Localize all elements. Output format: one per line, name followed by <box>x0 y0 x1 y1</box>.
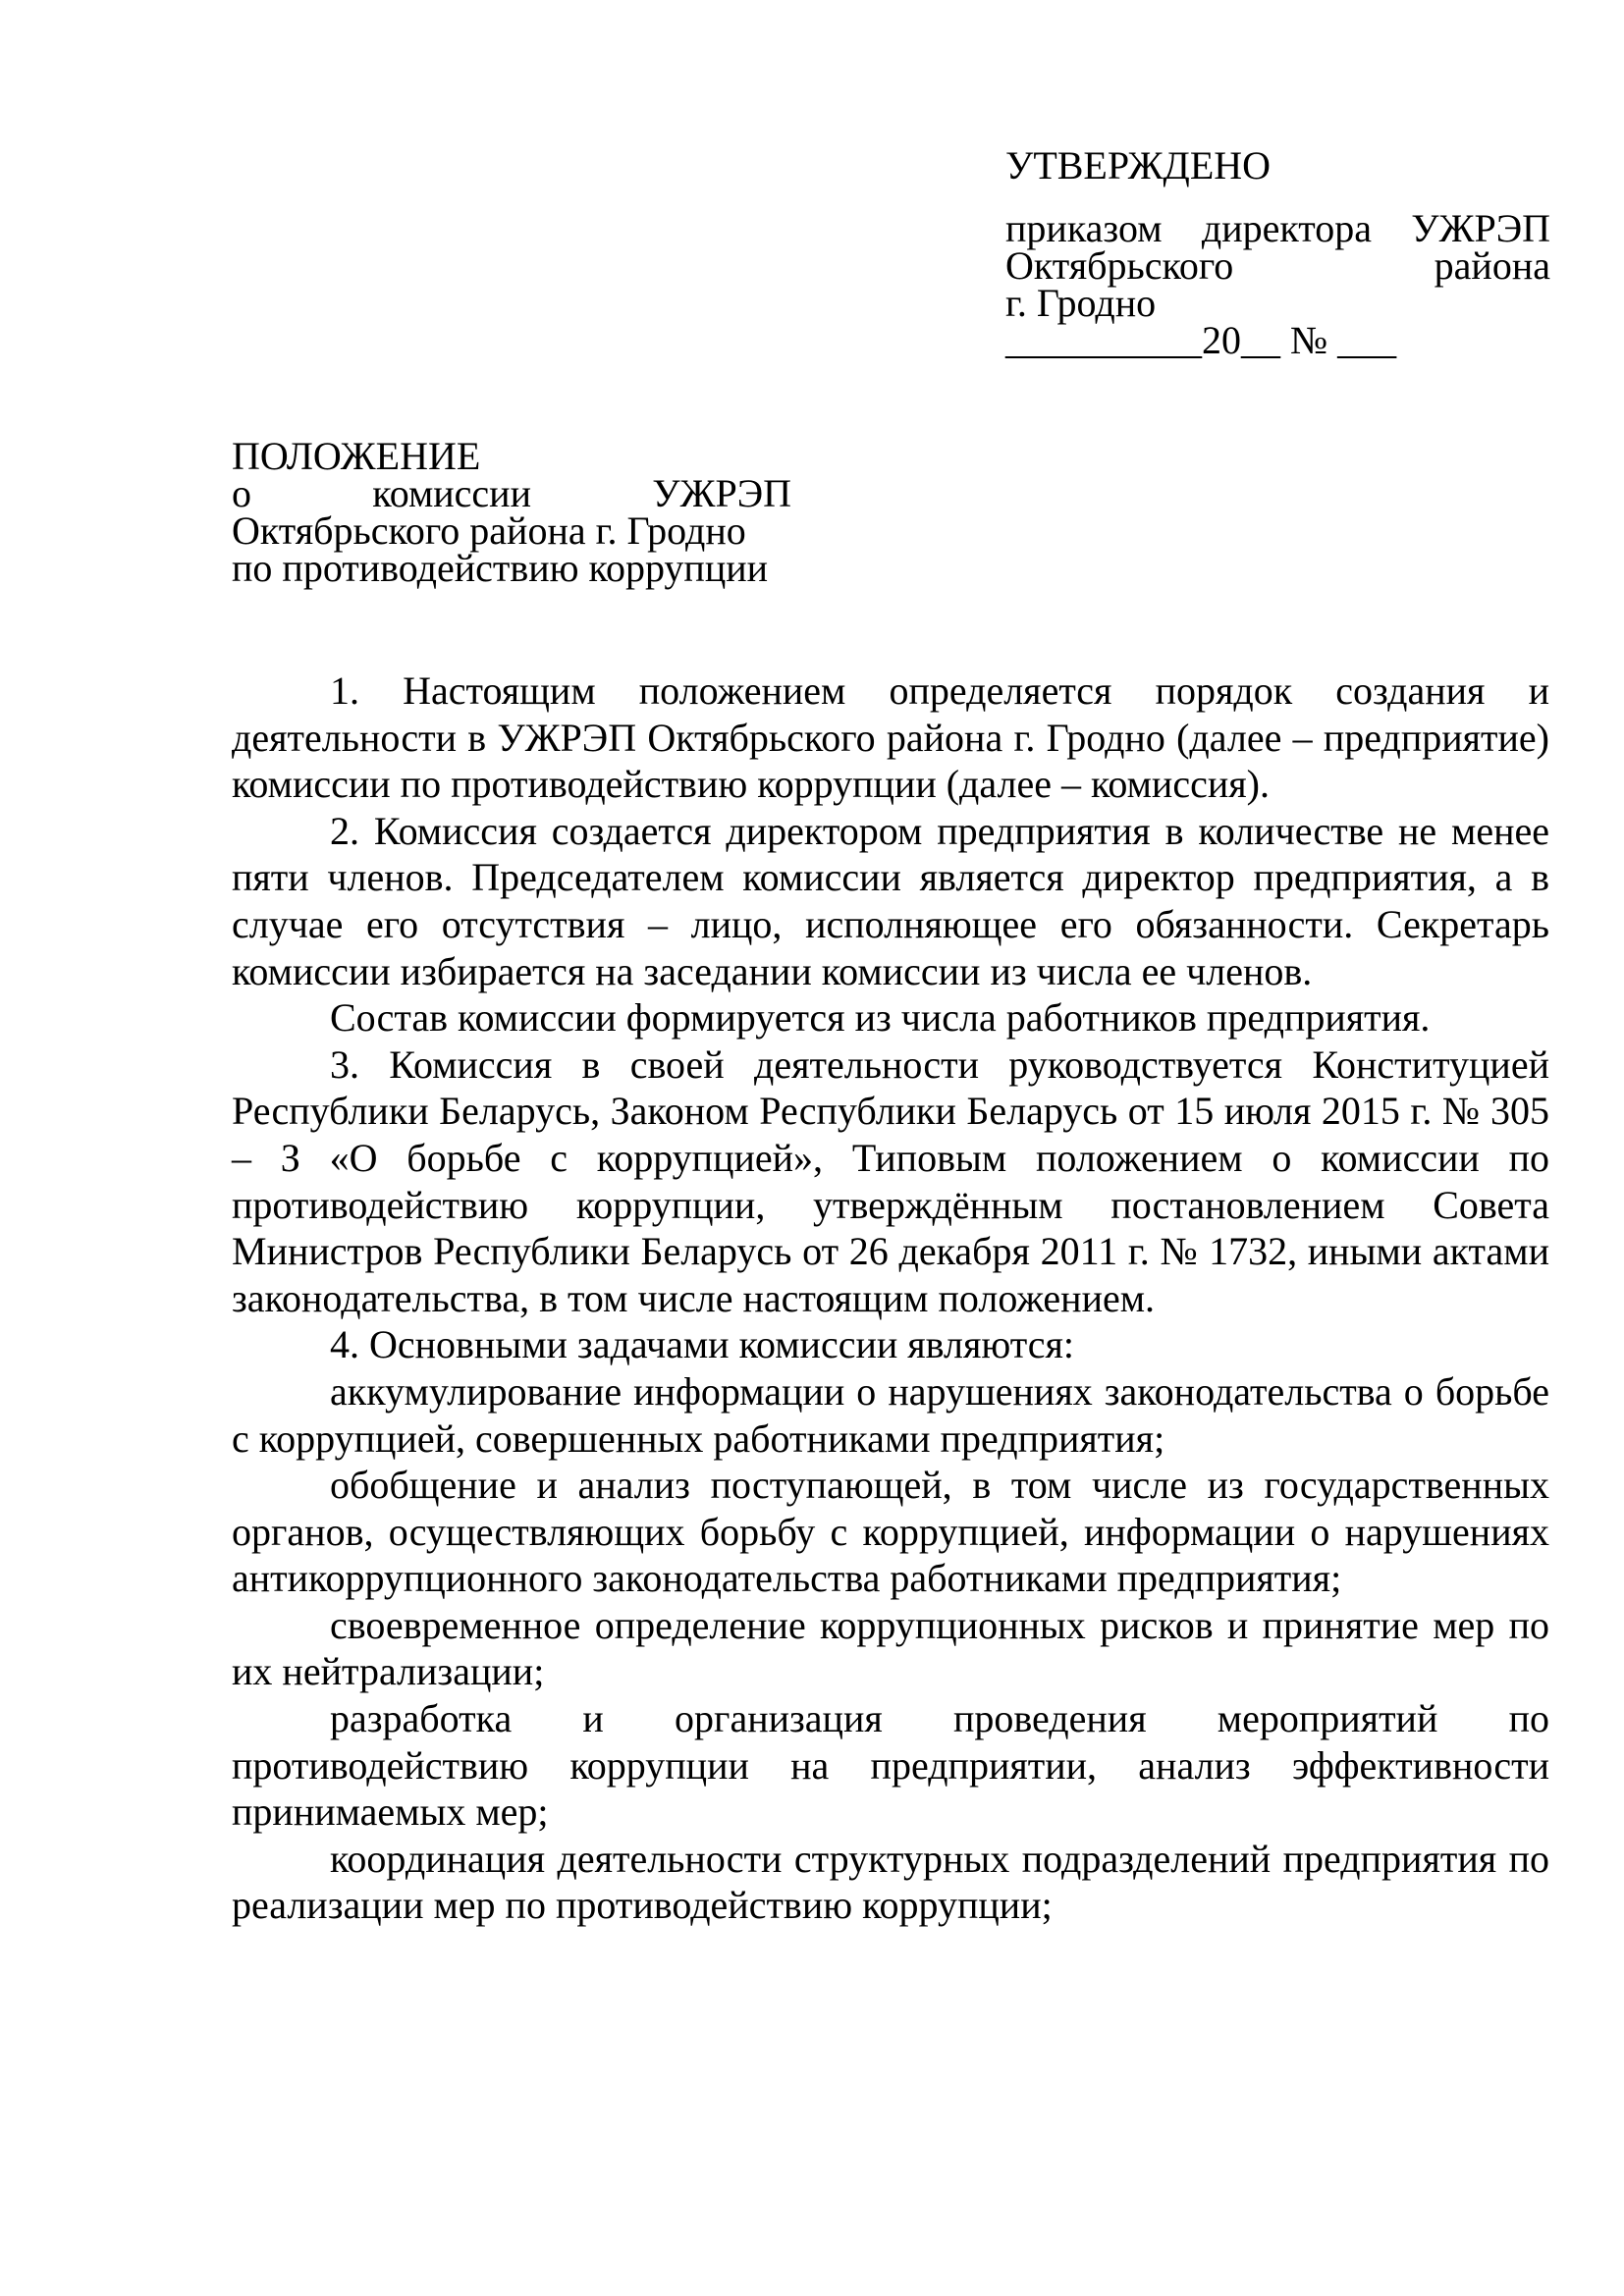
paragraph-1: 1. Настоящим положением определяется порядок создания и деятельности в УЖРЭП Октябрьского района г. Гродно (далее – предприятие) комиссии по противодействию коррупции (далее – комиссия). <box>232 668 1549 807</box>
task-item: своевременное определение коррупционных рисков и принятие мер по их нейтрализации; <box>232 1602 1549 1694</box>
task-item: обобщение и анализ поступающей, в том числе из государственных органов, осуществляющих борьбу с коррупцией, информации о нарушениях антикоррупционного законодательства работниками предприятия; <box>232 1463 1549 1601</box>
paragraph-2: 2. Комиссия создается директором предприятия в количестве не менее пяти членов. Председателем комиссии является директор предприятия, а в случае его отсутствия – лицо, исполняющее его обязанности. Секретарь комиссии избирается на заседании комиссии из числа ее членов. <box>232 808 1549 993</box>
task-item: аккумулирование информации о нарушениях законодательства о борьбе с коррупцией, совершенных работниками предприятия; <box>232 1368 1549 1461</box>
task-item: разработка и организация проведения мероприятий по противодействию коррупции на предприятии, анализ эффективности принимаемых мер; <box>232 1696 1549 1835</box>
document-title-heading: ПОЛОЖЕНИЕ <box>232 434 481 478</box>
approval-order-line: Октябрьского района <box>1005 243 1550 288</box>
approval-order-line: приказом директора УЖРЭП <box>1005 206 1550 250</box>
paragraph-2-composition: Состав комиссии формируется из числа работников предприятия. <box>330 995 1431 1041</box>
approval-block <box>1005 143 1550 362</box>
document-title-line: по противодействию коррупции <box>232 546 769 590</box>
paragraph-4: 4. Основными задачами комиссии являются: <box>330 1322 1074 1367</box>
paragraph-3: 3. Комиссия в своей деятельности руководствуется Конституцией Республики Беларусь, Законом Республики Беларусь от 15 июля 2015 г. № 305 – З «О борьбе с коррупцией», Типовым положением о комиссии по противодействию коррупции, утверждённым постановлением Совета Министров Республики Беларусь от 26 декабря 2011 г. № 1732, иными актами законодательства, в том числе настоящим положением. <box>232 1041 1549 1320</box>
approval-title: УТВЕРЖДЕНО <box>1005 143 1272 187</box>
document-title-line: о комиссии УЖРЭП <box>232 471 791 515</box>
document-title-line: Октябрьского района г. Гродно <box>232 508 746 553</box>
approval-order-line: г. Гродно <box>1005 281 1157 325</box>
approval-date-number-line: __________20__ № ___ <box>1005 318 1397 362</box>
task-item: координация деятельности структурных подразделений предприятия по реализации мер по противодействию коррупции; <box>232 1836 1549 1928</box>
document-title-block <box>232 434 791 590</box>
document-body <box>232 667 1549 1929</box>
